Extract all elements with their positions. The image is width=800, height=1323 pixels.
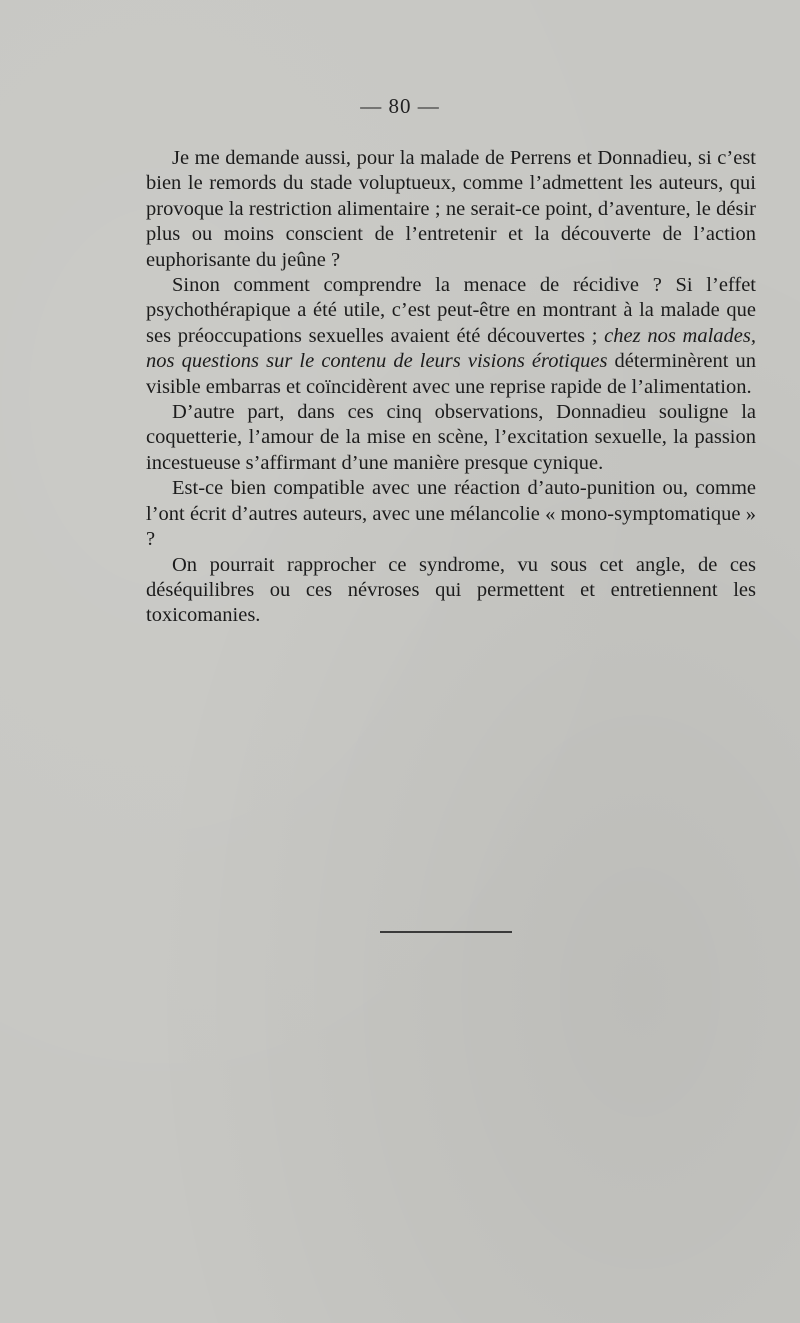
paragraph-5: On pourrait rapprocher ce syndrome, vu sous cet angle, de ces déséquilibres ou ces névroses qui permettent et entretiennent les toxicomanies.: [146, 553, 756, 627]
paragraph-4: Est-ce bien compatible avec une réaction d’auto-punition ou, comme l’ont écrit d’autres auteurs, avec une mélancolie « mono-symptomatique » ?: [146, 477, 756, 551]
paragraph-3: D’autre part, dans ces cinq observations, Donnadieu souligne la coquetterie, l’amour de la mise en scène, l’excitation sexuelle, la passion incestueuse s’affirmant d’une manière presque cynique.: [146, 401, 756, 474]
paragraph-2-text-before: Sinon comment comprendre la menace de récidive ? Si l’effet psychothérapique a été utile, c’est peut-être en montrant à la malade que ses préoccupations sexuelles avaient été découvertes ;: [146, 274, 756, 347]
paragraph-1: Je me demande aussi, pour la malade de Perrens et Donnadieu, si c’est bien le remords du stade voluptueux, comme l’admettent les auteurs, qui provoque la restriction alimentaire ; ne serait-ce point, d’aventure, le désir plus ou moins conscient de l’entretenir et la découverte de l’action euphorisante du jeûne ?: [146, 147, 756, 271]
end-rule-divider: [380, 931, 512, 933]
body-text: [146, 146, 756, 629]
paragraph-2-text-after: déterminèrent un visible embarras et coïncidèrent avec une reprise rapide de l’alimentation.: [146, 350, 756, 398]
page-number: — 80 —: [360, 94, 440, 118]
paragraph-2-italic-text: chez nos malades, nos questions sur le contenu de leurs visions érotiques: [146, 324, 756, 373]
paragraph-2: [146, 273, 756, 400]
